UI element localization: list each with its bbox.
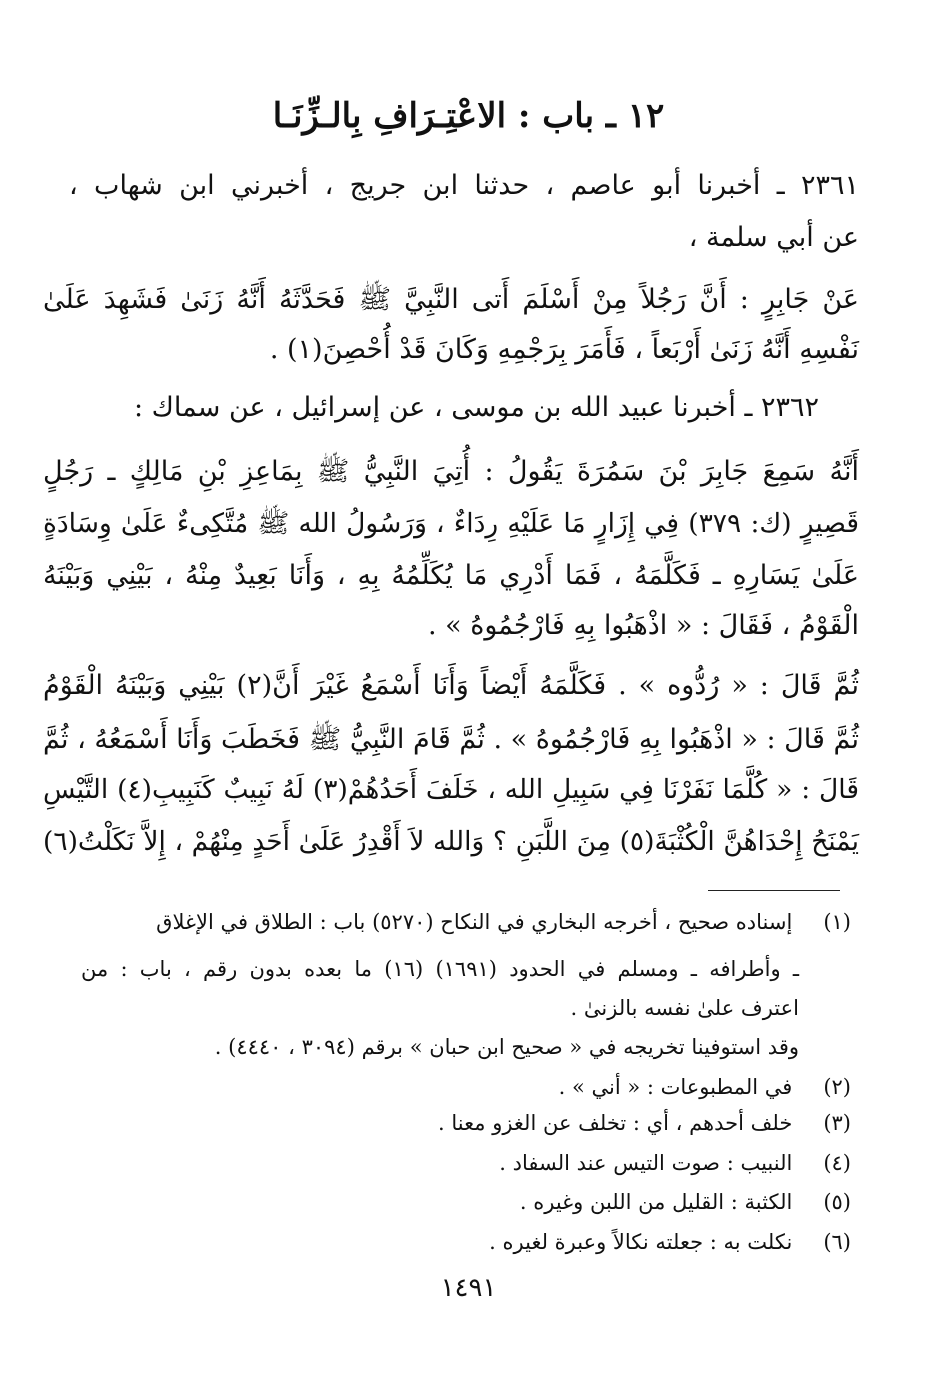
footnote-text: في المطبوعات : « أني » . <box>558 1075 793 1099</box>
footnote-text: ـ وأطرافه ـ ومسلم في الحدود (١٦٩١) (١٦) ما بعده بدون رقم ، باب : من <box>81 957 800 981</box>
footnote-number: (٢) <box>823 1075 851 1099</box>
hadith-2361-matn-end: نَفْسِهِ أَنَّهُ زَنَىٰ أَرْبَعاً ، فَأَمَرَ بِرَجْمِهِ وَكَانَ قَدْ أُحْصِنَ(١) . <box>269 334 859 365</box>
footnote-2 <box>81 1075 851 1099</box>
footnote-text: نكلت به : جعلته نكالاً وعبرة لغيره . <box>489 1230 793 1254</box>
footnote-text: خلف أحدهم ، أي : تخلف عن الغزو معنا . <box>438 1111 793 1135</box>
footnote-number: (٤) <box>823 1151 851 1175</box>
footnote-5 <box>81 1190 851 1214</box>
footnote-6 <box>81 1230 851 1254</box>
hadith-2362-text-line: ثُمَّ قَالَ : « اذْهَبُوا بِهِ فَارْجُمُوهُ » . ثُمَّ قَامَ النَّبِيُّ ﷺ فَخَطَبَ وَأَنَا أَسْمَعُهُ ، ثُمَّ <box>43 724 859 755</box>
footnote-number: (٥) <box>823 1190 851 1214</box>
footnote-4 <box>81 1151 851 1175</box>
hadith-2362-text-line: أَنَّهُ سَمِعَ جَابِرَ بْنَ سَمُرَةَ يَقُولُ : أُتِيَ النَّبِيُّ ﷺ بِمَاعِزِ بْنِ مَالِكٍ ـ رَجُلٍ <box>43 456 859 487</box>
chapter-title: ١٢ ـ باب : الاعْتِـرَافِ بِالـزِّنَـا <box>272 96 665 136</box>
hadith-2361-isnad-line: ٢٣٦١ ـ أخبرنا أبو عاصم ، حدثنا ابن جريج ، أخبرني ابن شهاب ، <box>69 170 859 201</box>
hadith-2361-isnad-end: عن أبي سلمة ، <box>688 222 859 253</box>
footnote-number: (٦) <box>823 1230 851 1254</box>
page-number: ١٤٩١ <box>440 1273 497 1303</box>
footnote-3 <box>81 1111 851 1135</box>
footnote-divider <box>708 890 840 891</box>
footnote-number: (٣) <box>823 1111 851 1135</box>
hadith-2362-text-line: ثُمَّ قَالَ : « رُدُّوه » . فَكَلَّمَهُ أَيْضاً وَأَنَا أَسْمَعُ غَيْرَ أَنَّ(٢) بَيْنِي وَبَيْنَهُ الْقَوْمُ <box>43 670 859 701</box>
footnote-text: إسناده صحيح ، أخرجه البخاري في النكاح (٥٢٧٠) باب : الطلاق في الإغلاق <box>156 910 793 934</box>
hadith-2362-text-line: الْقَوْمُ ، فَقَالَ : « اذْهَبُوا بِهِ فَارْجُمُوهُ » . <box>427 610 859 641</box>
hadith-2361-matn-line: عَنْ جَابِرٍ : أَنَّ رَجُلاً مِنْ أَسْلَمَ أَتى النَّبِيَّ ﷺ فَحَدَّثَهُ أَنَّهُ زَنَىٰ فَشَهِدَ عَلَىٰ <box>43 284 859 315</box>
hadith-2362-text-line: قَصِيرٍ (ك: ٣٧٩) فِي إِزَارٍ مَا عَلَيْهِ رِدَاءٌ ، وَرَسُولُ الله ﷺ مُتَّكِىءٌ عَلَىٰ وِسَادَةٍ <box>43 508 859 539</box>
footnote-text: اعترف علىٰ نفسه بالزنىٰ . <box>570 996 799 1020</box>
footnote-text: الكثبة : القليل من اللبن وغيره . <box>519 1190 793 1214</box>
footnote-number: (١) <box>823 910 851 934</box>
footnote-text: وقد استوفينا تخريجه في « صحيح ابن حبان » برقم (٣٠٩٤ ، ٤٤٤٠) . <box>214 1035 799 1059</box>
hadith-2362-text-line: يَمْنَحُ إِحْدَاهُنَّ الْكُثْبَةَ(٥) مِنَ اللَّبَنِ ؟ وَالله لاَ أَقْدِرُ عَلَىٰ أَحَدٍ مِنْهُمْ ، إِلاَّ نَكَلْتُ(٦) <box>43 826 859 857</box>
footnote-text: النبيب : صوت التيس عند السفاد . <box>499 1151 793 1175</box>
hadith-2362-isnad-line: ٢٣٦٢ ـ أخبرنا عبيد الله بن موسى ، عن إسرائيل ، عن سماك : <box>133 392 819 423</box>
hadith-2362-text-line: عَلَىٰ يَسَارِهِ ـ فَكَلَّمَهُ ، فَمَا أَدْرِي مَا يُكَلِّمُهُ بِهِ ، وَأَنَا بَعِيدٌ مِنْهُ ، بَيْنِي وَبَيْنَهُ <box>43 560 859 591</box>
footnote-1 <box>81 910 851 934</box>
hadith-2362-text-line: قَالَ : « كُلَّمَا نَفَرْنَا فِي سَبِيلِ الله ، خَلَفَ أَحَدُهُمْ(٣) لَهُ نَبِيبٌ كَنَبِيبِ(٤) التَّيْسِ <box>43 774 859 805</box>
